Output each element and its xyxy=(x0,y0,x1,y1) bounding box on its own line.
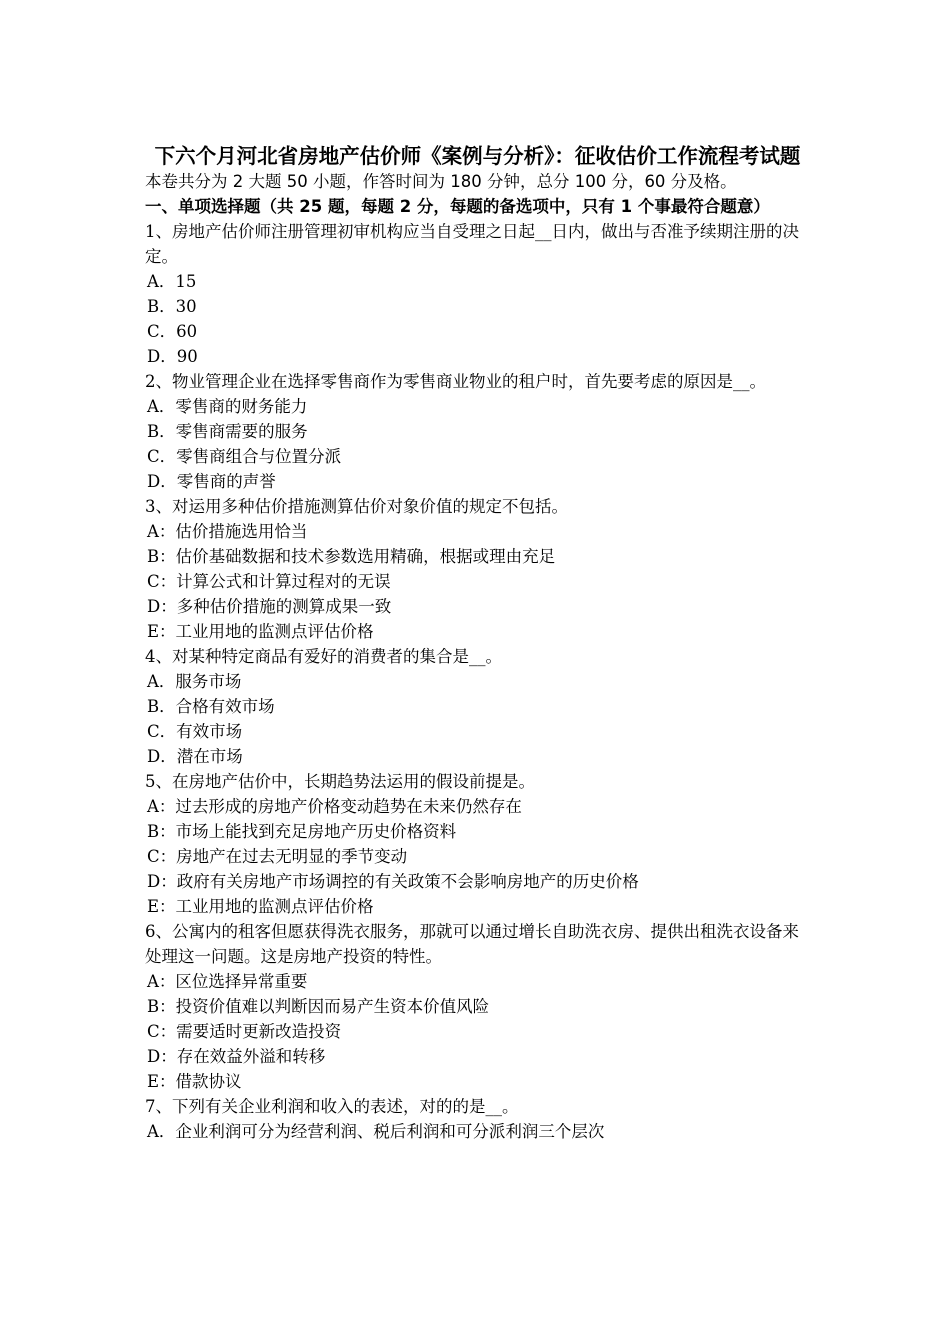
question-stem: 7、下列有关企业利润和收入的表述，对的的是__。 xyxy=(145,1097,519,1116)
document-title: 下六个月河北省房地产估价师《案例与分析》：征收估价工作流程考试题 xyxy=(154,144,801,168)
question-1 xyxy=(145,219,810,369)
question-4 xyxy=(145,644,810,769)
question-stem: 1、房地产估价师注册管理初审机构应当自受理之日起__日内，做出与否准予续期注册的决定。 xyxy=(145,222,799,266)
option-c: C：需要适时更新改造投资 xyxy=(147,1022,342,1041)
question-stem: 5、在房地产估价中，长期趋势法运用的假设前提是。 xyxy=(145,772,535,791)
option-a: A．服务市场 xyxy=(147,672,242,691)
option-b: B．30 xyxy=(147,297,197,316)
question-2 xyxy=(145,369,810,494)
option-d: D．潜在市场 xyxy=(147,747,243,766)
option-d: D．零售商的声誉 xyxy=(147,472,276,491)
option-a: A．15 xyxy=(147,272,197,291)
option-c: C．零售商组合与位置分派 xyxy=(147,447,342,466)
option-d: D：政府有关房地产市场调控的有关政策不会影响房地产的历史价格 xyxy=(147,872,639,891)
question-stem: 2、物业管理企业在选择零售商作为零售商业物业的租户时，首先要考虑的原因是__。 xyxy=(145,372,766,391)
option-c: C．有效市场 xyxy=(147,722,243,741)
question-stem: 3、对运用多种估价措施测算估价对象价值的规定不包括。 xyxy=(145,497,568,516)
option-a: A：区位选择异常重要 xyxy=(147,972,308,991)
question-5 xyxy=(145,769,810,919)
option-b: B．合格有效市场 xyxy=(147,697,275,716)
option-e: E：工业用地的监测点评估价格 xyxy=(147,897,374,916)
question-3 xyxy=(145,494,810,644)
option-b: B：投资价值难以判断因而易产生资本价值风险 xyxy=(147,997,490,1016)
option-b: B：估价基础数据和技术参数选用精确，根据或理由充足 xyxy=(147,547,556,566)
question-stem: 6、公寓内的租客但愿获得洗衣服务，那就可以通过增长自助洗衣房、提供出租洗衣设备来处理这一问题。这是房地产投资的特性。 xyxy=(145,922,799,966)
option-e: E：借款协议 xyxy=(147,1072,242,1091)
option-b: B：市场上能找到充足房地产历史价格资料 xyxy=(147,822,457,841)
option-e: E：工业用地的监测点评估价格 xyxy=(147,622,374,641)
question-7 xyxy=(145,1094,810,1144)
section-heading: 一、单项选择题（共 25 题，每题 2 分，每题的备选项中，只有 1 个事最符合题意） xyxy=(145,197,770,216)
option-b: B．零售商需要的服务 xyxy=(147,422,308,441)
option-a: A．企业利润可分为经营利润、税后利润和可分派利润三个层次 xyxy=(147,1122,605,1141)
question-list xyxy=(145,219,810,1144)
option-a: A：估价措施选用恰当 xyxy=(147,522,308,541)
option-d: D．90 xyxy=(147,347,198,366)
option-a: A．零售商的财务能力 xyxy=(147,397,308,416)
option-c: C：计算公式和计算过程对的无误 xyxy=(147,572,391,591)
option-c: C：房地产在过去无明显的季节变动 xyxy=(147,847,408,866)
option-d: D：多种估价措施的测算成果一致 xyxy=(147,597,392,616)
option-c: C．60 xyxy=(147,322,198,341)
question-6 xyxy=(145,919,810,1094)
option-a: A：过去形成的房地产价格变动趋势在未来仍然存在 xyxy=(147,797,522,816)
question-stem: 4、对某种特定商品有爱好的消费者的集合是__。 xyxy=(145,647,502,666)
option-d: D：存在效益外溢和转移 xyxy=(147,1047,326,1066)
exam-intro: 本卷共分为 2 大题 50 小题，作答时间为 180 分钟，总分 100 分，60 分及格。 xyxy=(145,172,737,191)
document-page xyxy=(145,143,810,1144)
